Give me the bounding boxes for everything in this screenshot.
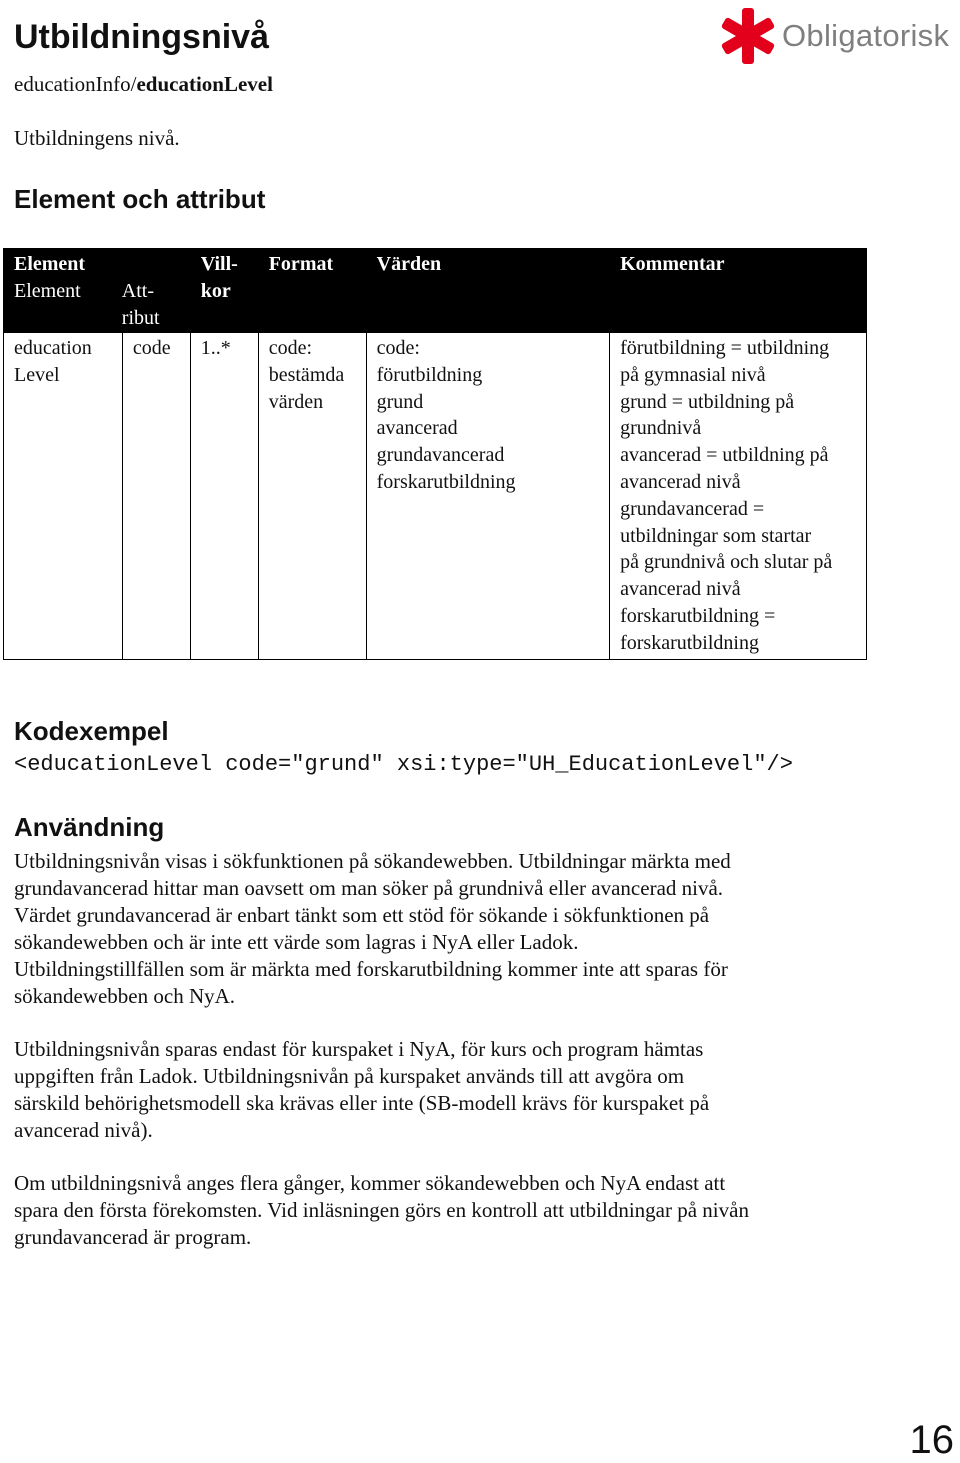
- section-heading-elements: Element och attribut: [14, 184, 266, 214]
- cell-comment: förutbildning = utbildning på gymnasial nivå grund = utbildning på grundnivå avancerad = utbildning på avancerad nivå grundavancerad = utbildningar som startar på grundnivå och slutar på avancerad nivå forskarutbildning = forskarutbildning: [610, 333, 867, 660]
- cell-values: code: förutbildning grund avancerad grundavancerad forskarutbildning: [366, 333, 609, 660]
- asterisk-icon: [720, 6, 776, 66]
- usage-paragraph-1: Utbildningsnivån visas i sökfunktionen på sökandewebben. Utbildningar märkta med grundavancerad hittar man oavsett om man söker på grundnivå eller avancerad nivå. Värdet grundavancerad är enbart tänkt som ett stöd för sökande i sökfunktionen på sökandewebben och är inte ett värde som lagras i NyA eller Ladok. Utbildningstillfällen som är märkta med forskarutbildning kommer inte att sparas för sökandewebben och NyA.: [14, 849, 731, 1008]
- page-number: 16: [909, 1418, 954, 1462]
- element-description: Utbildningens nivå.: [14, 126, 180, 150]
- header-values: Värden: [366, 249, 609, 333]
- table-row: [4, 333, 867, 660]
- cell-attribute: code: [122, 333, 190, 660]
- element-path: [14, 72, 273, 97]
- cell-element: education Level: [4, 333, 123, 660]
- table-header-row: [4, 249, 867, 333]
- header-condition: Vill- kor: [190, 249, 258, 333]
- element-attribute-table: [3, 248, 867, 660]
- usage-paragraph-3: Om utbildningsnivå anges flera gånger, kommer sökandewebben och NyA endast att spara den första förekomsten. Vid inläsningen görs en kontroll att utbildningar på nivån grundavancerad är program.: [14, 1171, 749, 1249]
- cell-format: code: bestämda värden: [258, 333, 366, 660]
- header-format: Format: [258, 249, 366, 333]
- page-title: Utbildningsnivå: [14, 18, 269, 56]
- element-path-prefix: educationInfo/: [14, 72, 137, 96]
- usage-paragraph-2: Utbildningsnivån sparas endast för kurspaket i NyA, för kurs och program hämtas uppgiften från Ladok. Utbildningsnivån på kurspaket används till att avgöra om särskild behörighetsmodell ska krävas eller inte (SB-modell krävs för kurspaket på avancerad nivå).: [14, 1037, 710, 1142]
- header-comment: Kommentar: [610, 249, 867, 333]
- element-path-name: educationLevel: [136, 72, 273, 96]
- required-badge-label: Obligatorisk: [782, 18, 950, 53]
- section-heading-code-example: Kodexempel: [14, 716, 169, 746]
- cell-condition: 1..*: [190, 333, 258, 660]
- code-example: <educationLevel code="grund" xsi:type="UH_EducationLevel"/>: [14, 752, 793, 777]
- section-heading-usage: Användning: [14, 812, 165, 842]
- header-element-sub: Element: [14, 279, 81, 302]
- header-element: Element: [14, 253, 86, 275]
- header-attribute-sub: Att- ribut: [121, 279, 160, 329]
- header-element-attribute: [4, 249, 191, 333]
- required-badge: [720, 6, 949, 66]
